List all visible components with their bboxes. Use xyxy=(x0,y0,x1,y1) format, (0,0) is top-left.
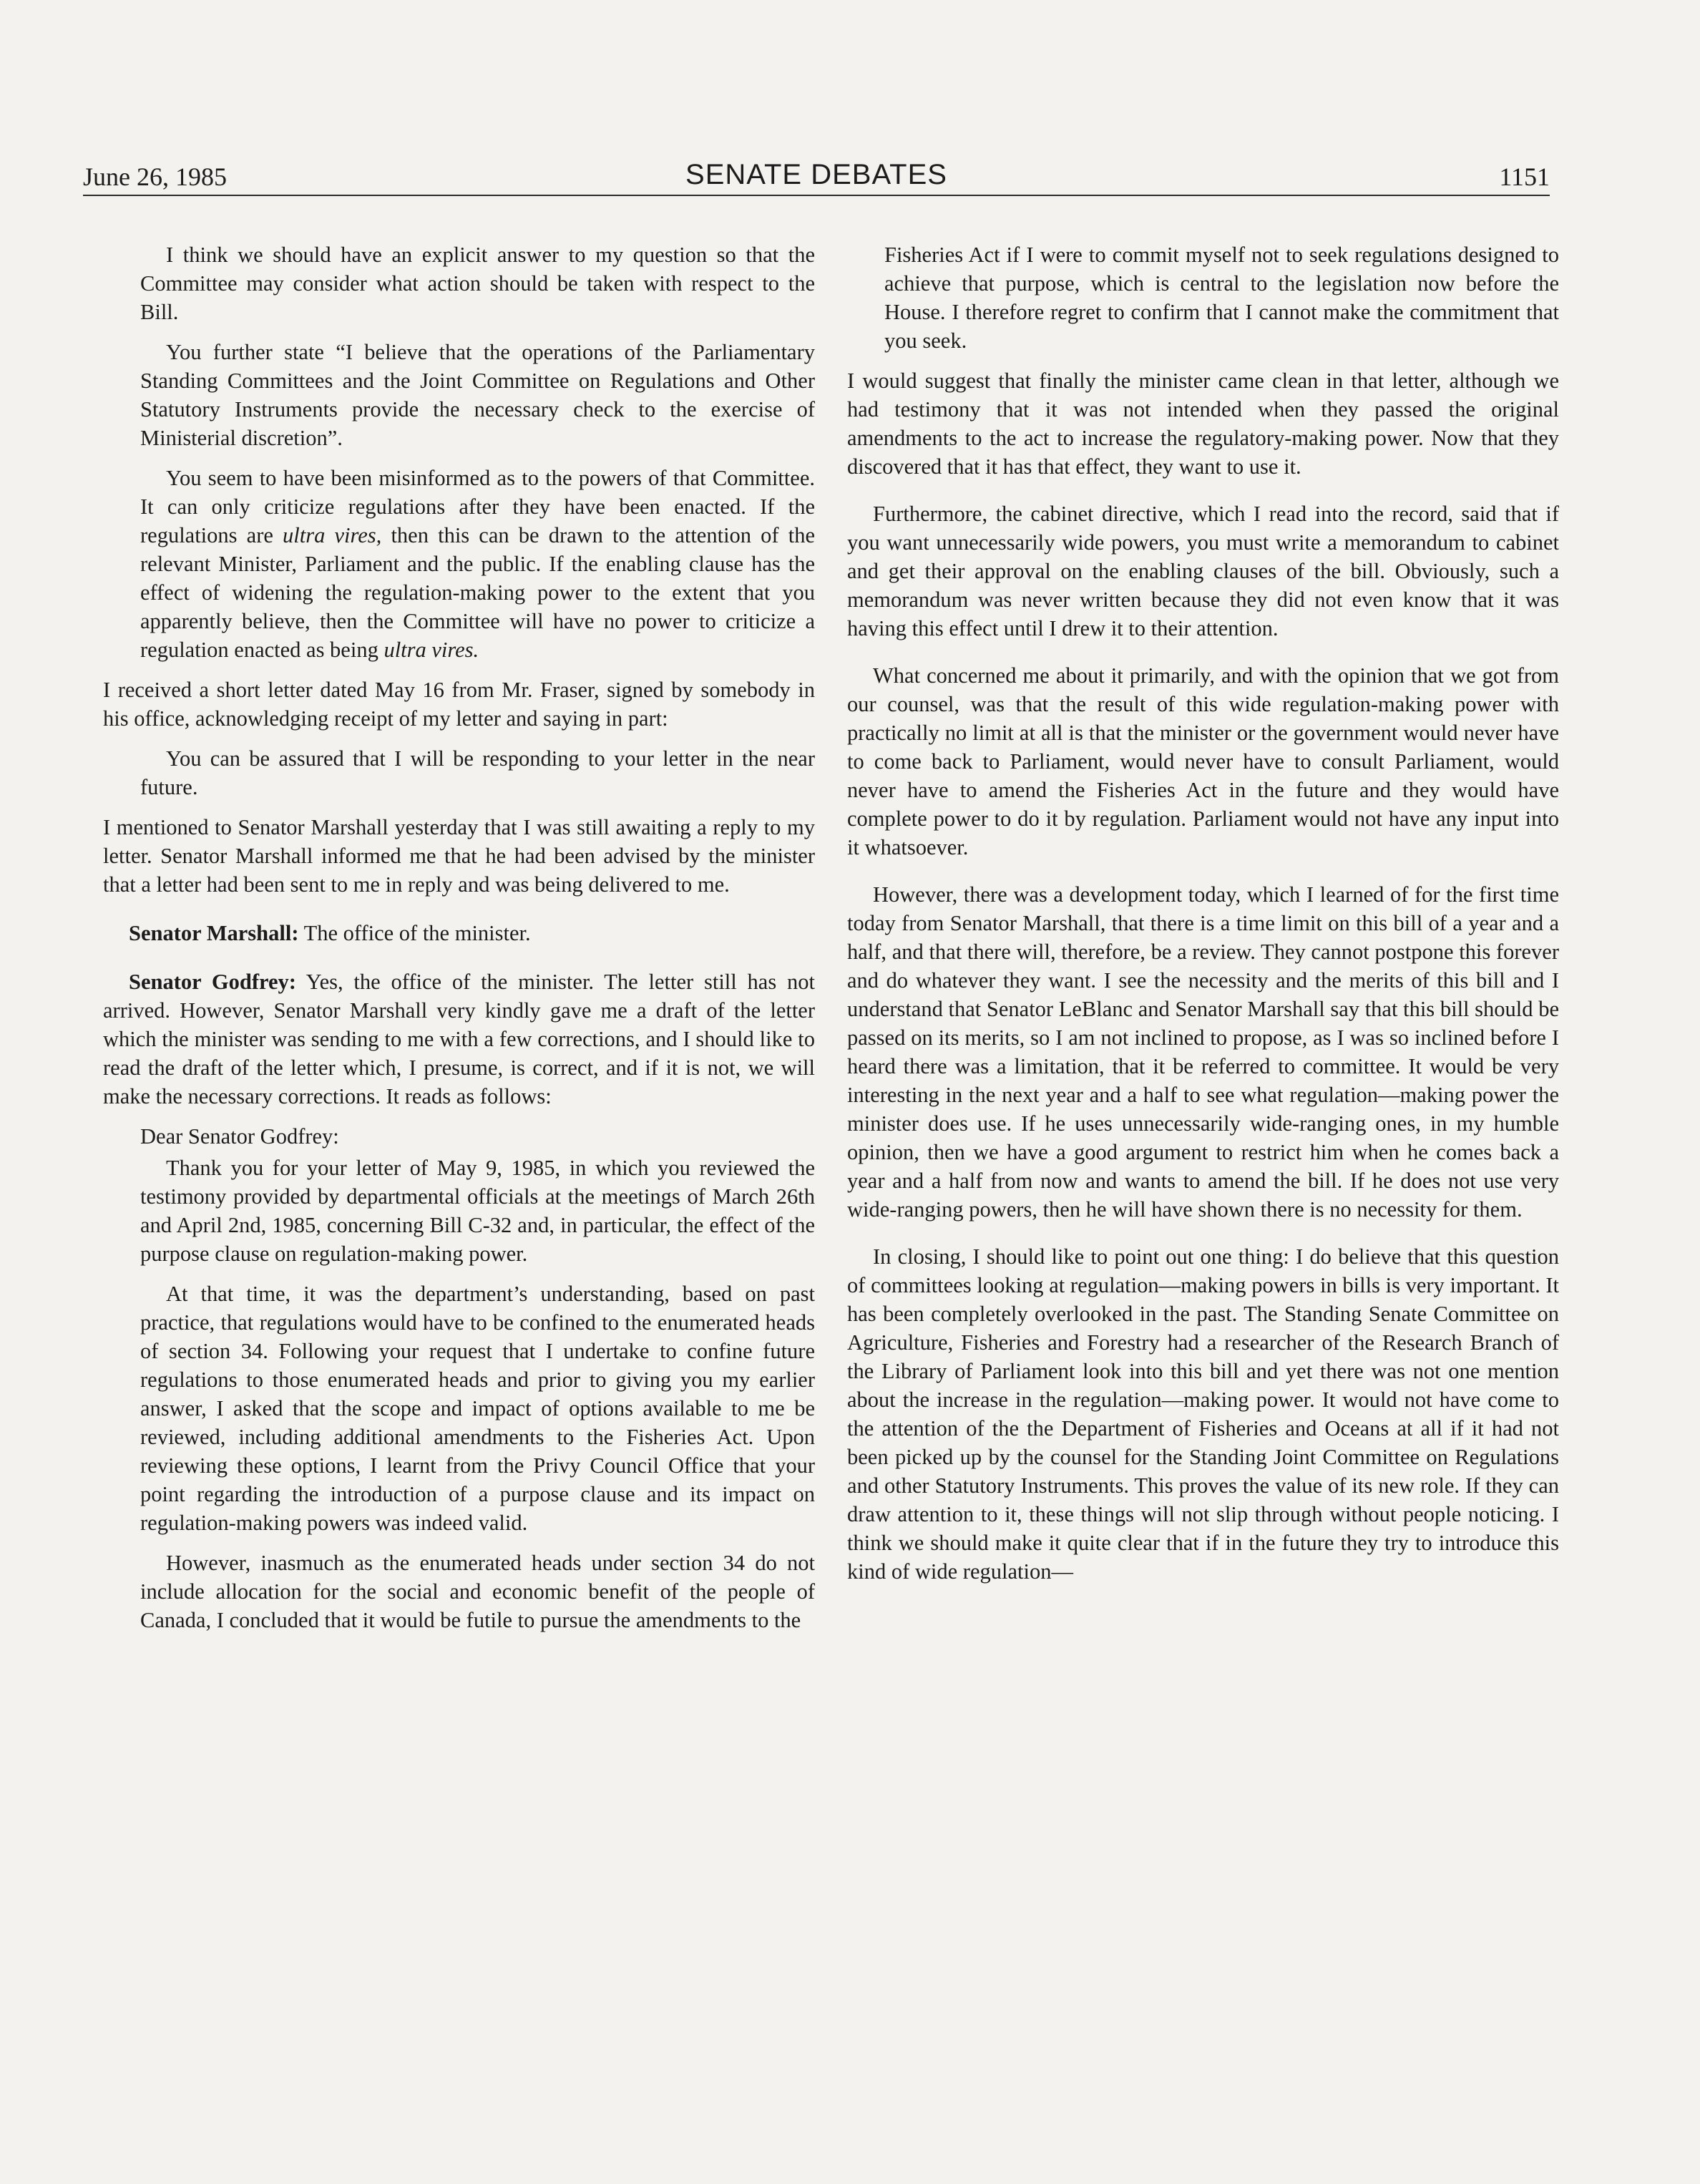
italic-term: ultra vires, xyxy=(283,523,382,547)
letter-quote-paragraph: However, inasmuch as the enumerated heads under section 34 do not include allocation for the social and economic benefit of the people of Canada, I concluded that it would be futile to pursue the amendments to the xyxy=(140,1551,815,1632)
body-paragraph: I received a short letter dated May 16 from Mr. Fraser, signed by somebody in his office, acknowledging receipt of my letter and saying in part: xyxy=(103,678,815,731)
body-paragraph: What concerned me about it primarily, and with the opinion that we got from our counsel, was that the result of this wide regulation-making power with practically no limit at all is that the minister or the government would never have to come back to Parliament, would never have to consult Parliament, would never have to amend the Fisheries Act in the future and they would have complete power to do it by regulation. Parliament would not have any input into it whatsoever. xyxy=(847,663,1559,859)
header-date: June 26, 1985 xyxy=(83,162,227,191)
speaker-paragraph xyxy=(103,919,815,947)
letter-quote-paragraph: You can be assured that I will be responding to your letter in the near future. xyxy=(140,746,815,799)
letter-quote-paragraph: You further state “I believe that the operations of the Parliamentary Standing Committees and the Joint Committee on Regulations and Other Statutory Instruments provide the necessary check to the exercise of Ministerial discretion”. xyxy=(140,340,815,450)
right-column xyxy=(847,240,1559,1597)
page-number: 1151 xyxy=(1499,162,1550,191)
letter-quote-paragraph: Thank you for your letter of May 9, 1985, in which you reviewed the testimony provided by departmental officials at the meetings of March 26th and April 2nd, 1985, concerning Bill C-32 and, in particular, the effect of the purpose clause on regulation-making power. xyxy=(140,1156,815,1266)
speech-text: The office of the minister. xyxy=(298,921,531,945)
body-paragraph: I mentioned to Senator Marshall yesterday that I was still awaiting a reply to my letter. Senator Marshall informed me that he had been advised by the minister that a letter had been sent to me in reply and was being delivered to me. xyxy=(103,815,815,897)
header-title: SENATE DEBATES xyxy=(685,159,947,190)
quote-text: You seem to have been misinformed as to the powers of that Committee. It can only criticize regulations after they have been enacted. If the regulations are xyxy=(140,466,815,547)
speaker-paragraph xyxy=(103,967,815,1111)
letter-salutation: Dear Senator Godfrey: xyxy=(140,1124,339,1149)
italic-term: ultra vires. xyxy=(384,638,479,662)
body-paragraph: Furthermore, the cabinet directive, which I read into the record, said that if you want unnecessarily wide powers, you must write a memorandum to cabinet and get their approval on the enabling clauses of the bill. Obviously, such a memorandum was never written because they did not even know that it was having this effect until I drew it to their attention. xyxy=(847,502,1559,640)
speech-text: Yes, the office of the minister. The letter still has not arrived. However, Senator Marshall very kindly gave me a draft of the letter which the minister was sending to me with a few corrections, and I should like to read the draft of the letter which, I presume, is correct, and if it is not, we will make the necessary corrections. It reads as follows: xyxy=(103,970,815,1108)
body-paragraph: In closing, I should like to point out one thing: I do believe that this question of committees looking at regulation—making powers in bills is very important. It has been completely overlooked in the past. The Standing Senate Committee on Agriculture, Fisheries and Forestry had a researcher of the Research Branch of the Library of Parliament look into this bill and yet there was not one mention about the increase in the regulation—making power. It would not have come to the attention of the the Department of Fisheries and Oceans at all if it had not been picked up by the counsel for the Standing Joint Committee on Regulations and other Statutory Instruments. This proves the value of its new role. If they can draw attention to it, these things will not slip through without people noticing. I think we should make it quite clear that if in the future they try to introduce this kind of wide regulation— xyxy=(847,1244,1559,1584)
body-paragraph: I would suggest that finally the minister came clean in that letter, although we had testimony that it was not intended when they passed the original amendments to the act to increase the regulatory-making power. Now that they discovered that it has that effect, they want to use it. xyxy=(847,369,1559,479)
letter-quote-paragraph: Fisheries Act if I were to commit myself not to seek regulations designed to achieve that purpose, which is central to the legislation now before the House. I therefore regret to confirm that I cannot make the commitment that you seek. xyxy=(884,243,1559,353)
speaker-name: Senator Godfrey: xyxy=(129,970,296,994)
body-paragraph: However, there was a development today, which I learned of for the first time today from Senator Marshall, that there is a time limit on this bill of a year and a half, and that there will, therefore, be a review. They cannot postpone this forever and do whatever they want. I see the necessity and the merits of this bill and I understand that Senator LeBlanc and Senator Marshall say that this bill should be passed on its merits, so I am not inclined to propose, as I was so inclined before I heard there was a limitation, that it be referred to committee. It would be very interesting in the next year and a half to see what regulation—making power the minister does use. If he uses unnecessarily wide-ranging ones, in my humble opinion, then we have a good argument to restrict him when he comes back a year and a half from now and wants to amend the bill. If he does not use very wide-ranging powers, then he will have shown there is no necessity for them. xyxy=(847,882,1559,1222)
left-column xyxy=(103,240,815,1646)
page-header xyxy=(83,155,1550,196)
quote-text: then this can be drawn to the attention of the relevant Minister, Parliament and the public. If the enabling clause has the effect of widening the regulation-making power to the extent that you apparently believe, then the Committee will have no power to criticize a regulation enacted as being xyxy=(140,523,815,662)
letter-quote-paragraph: I think we should have an explicit answer to my question so that the Committee may consider what action should be taken with respect to the Bill. xyxy=(140,243,815,324)
speaker-name: Senator Marshall: xyxy=(129,921,299,945)
letter-quote-paragraph: At that time, it was the department’s understanding, based on past practice, that regulations would have to be confined to the enumerated heads of section 34. Following your request that I undertake to confine future regulations to those enumerated heads and prior to giving you my earlier answer, I asked that the scope and impact of options available to me be reviewed, including additional amendments to the Fisheries Act. Upon reviewing these options, I learnt from the Privy Council Office that your point regarding the introduction of a purpose clause and its impact on regulation-making powers was indeed valid. xyxy=(140,1282,815,1535)
letter-quote-paragraph xyxy=(140,464,815,664)
